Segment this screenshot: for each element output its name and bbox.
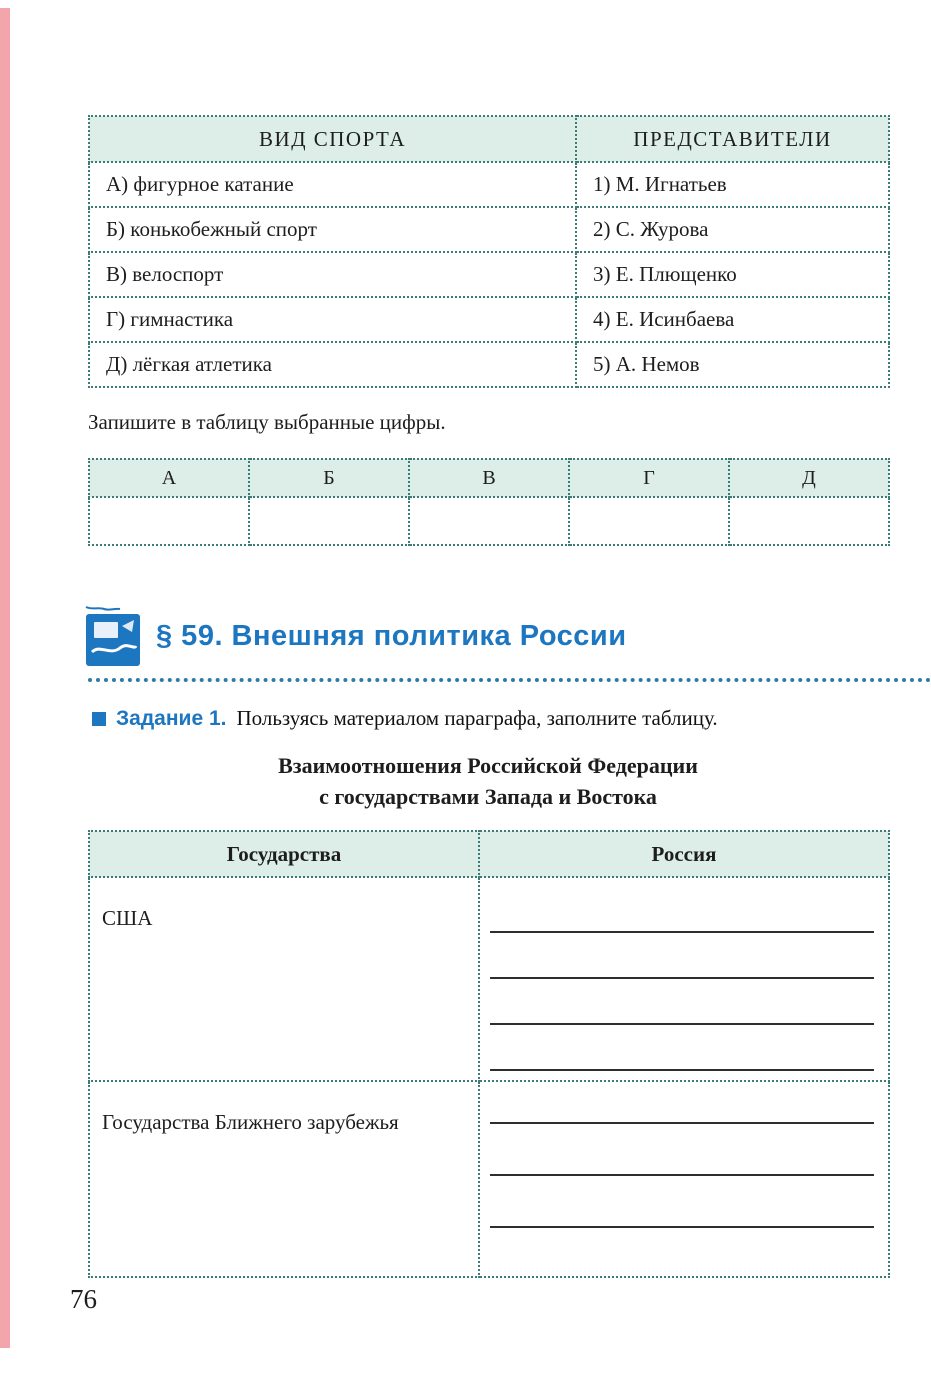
table-row [89, 297, 889, 342]
representative-cell: 2) С. Журова [576, 207, 889, 252]
task-label: Задание 1. [116, 706, 227, 730]
representative-cell: 5) А. Немов [576, 342, 889, 387]
answer-table-section [88, 458, 890, 546]
write-line[interactable] [490, 1174, 874, 1176]
sport-header-cell: ВИД СПОРТА [89, 116, 576, 162]
answer-header-cell: Б [249, 459, 409, 497]
sport-table-header-row [89, 116, 889, 162]
relations-header-row [89, 831, 889, 877]
sport-cell: Б) конькобежный спорт [89, 207, 576, 252]
table-row [89, 162, 889, 207]
write-line[interactable] [490, 931, 874, 933]
table-row [89, 207, 889, 252]
answer-cell[interactable] [409, 497, 569, 545]
answer-cell[interactable] [249, 497, 409, 545]
state-cell: США [89, 877, 479, 1081]
answer-instruction: Запишите в таблицу выбранные цифры. [88, 410, 446, 434]
state-cell: Государства Ближнего зарубежья [89, 1081, 479, 1277]
task-text: Пользуясь материалом параграфа, заполните таблицу. [236, 706, 718, 730]
sport-cell: Г) гимнастика [89, 297, 576, 342]
answer-cell[interactable] [569, 497, 729, 545]
representative-cell: 4) Е. Исинбаева [576, 297, 889, 342]
section-divider [88, 668, 931, 682]
relations-table-section [88, 830, 890, 1278]
answer-header-cell: В [409, 459, 569, 497]
representative-cell: 1) М. Игнатьев [576, 162, 889, 207]
sport-cell: Д) лёгкая атлетика [89, 342, 576, 387]
answer-cell[interactable] [729, 497, 889, 545]
page-number: 76 [70, 1284, 97, 1314]
write-line[interactable] [490, 977, 874, 979]
relations-table-title-line1: Взаимоотношения Российской Федерации [278, 753, 698, 778]
sport-table [88, 115, 890, 388]
table-row [89, 342, 889, 387]
write-line[interactable] [490, 1023, 874, 1025]
task-bullet-icon [92, 712, 106, 726]
school-logo-icon [84, 606, 144, 668]
table-row [89, 877, 889, 1081]
answer-cell[interactable] [89, 497, 249, 545]
write-line[interactable] [490, 1122, 874, 1124]
table-row [89, 252, 889, 297]
write-line[interactable] [490, 1226, 874, 1228]
sport-cell: А) фигурное катание [89, 162, 576, 207]
states-header-cell: Государства [89, 831, 479, 877]
page-edge-strip [0, 8, 10, 1348]
sport-table-section [88, 115, 890, 388]
task-line [92, 706, 718, 731]
relations-table-title-line2: с государствами Запада и Востока [319, 784, 657, 809]
relations-table [88, 830, 890, 1278]
table-row [89, 1081, 889, 1277]
answer-table [88, 458, 890, 546]
answer-lines-cell [479, 877, 889, 1081]
sport-cell: В) велоспорт [89, 252, 576, 297]
answer-header-cell: Д [729, 459, 889, 497]
answer-header-cell: Г [569, 459, 729, 497]
answer-lines-cell [479, 1081, 889, 1277]
answer-header-cell: А [89, 459, 249, 497]
relations-table-title [88, 750, 888, 812]
representatives-header-cell: ПРЕДСТАВИТЕЛИ [576, 116, 889, 162]
russia-header-cell: Россия [479, 831, 889, 877]
section-title: § 59. Внешняя политика России [156, 620, 627, 652]
write-line[interactable] [490, 1069, 874, 1071]
answer-header-row [89, 459, 889, 497]
representative-cell: 3) Е. Плющенко [576, 252, 889, 297]
answer-value-row [89, 497, 889, 545]
